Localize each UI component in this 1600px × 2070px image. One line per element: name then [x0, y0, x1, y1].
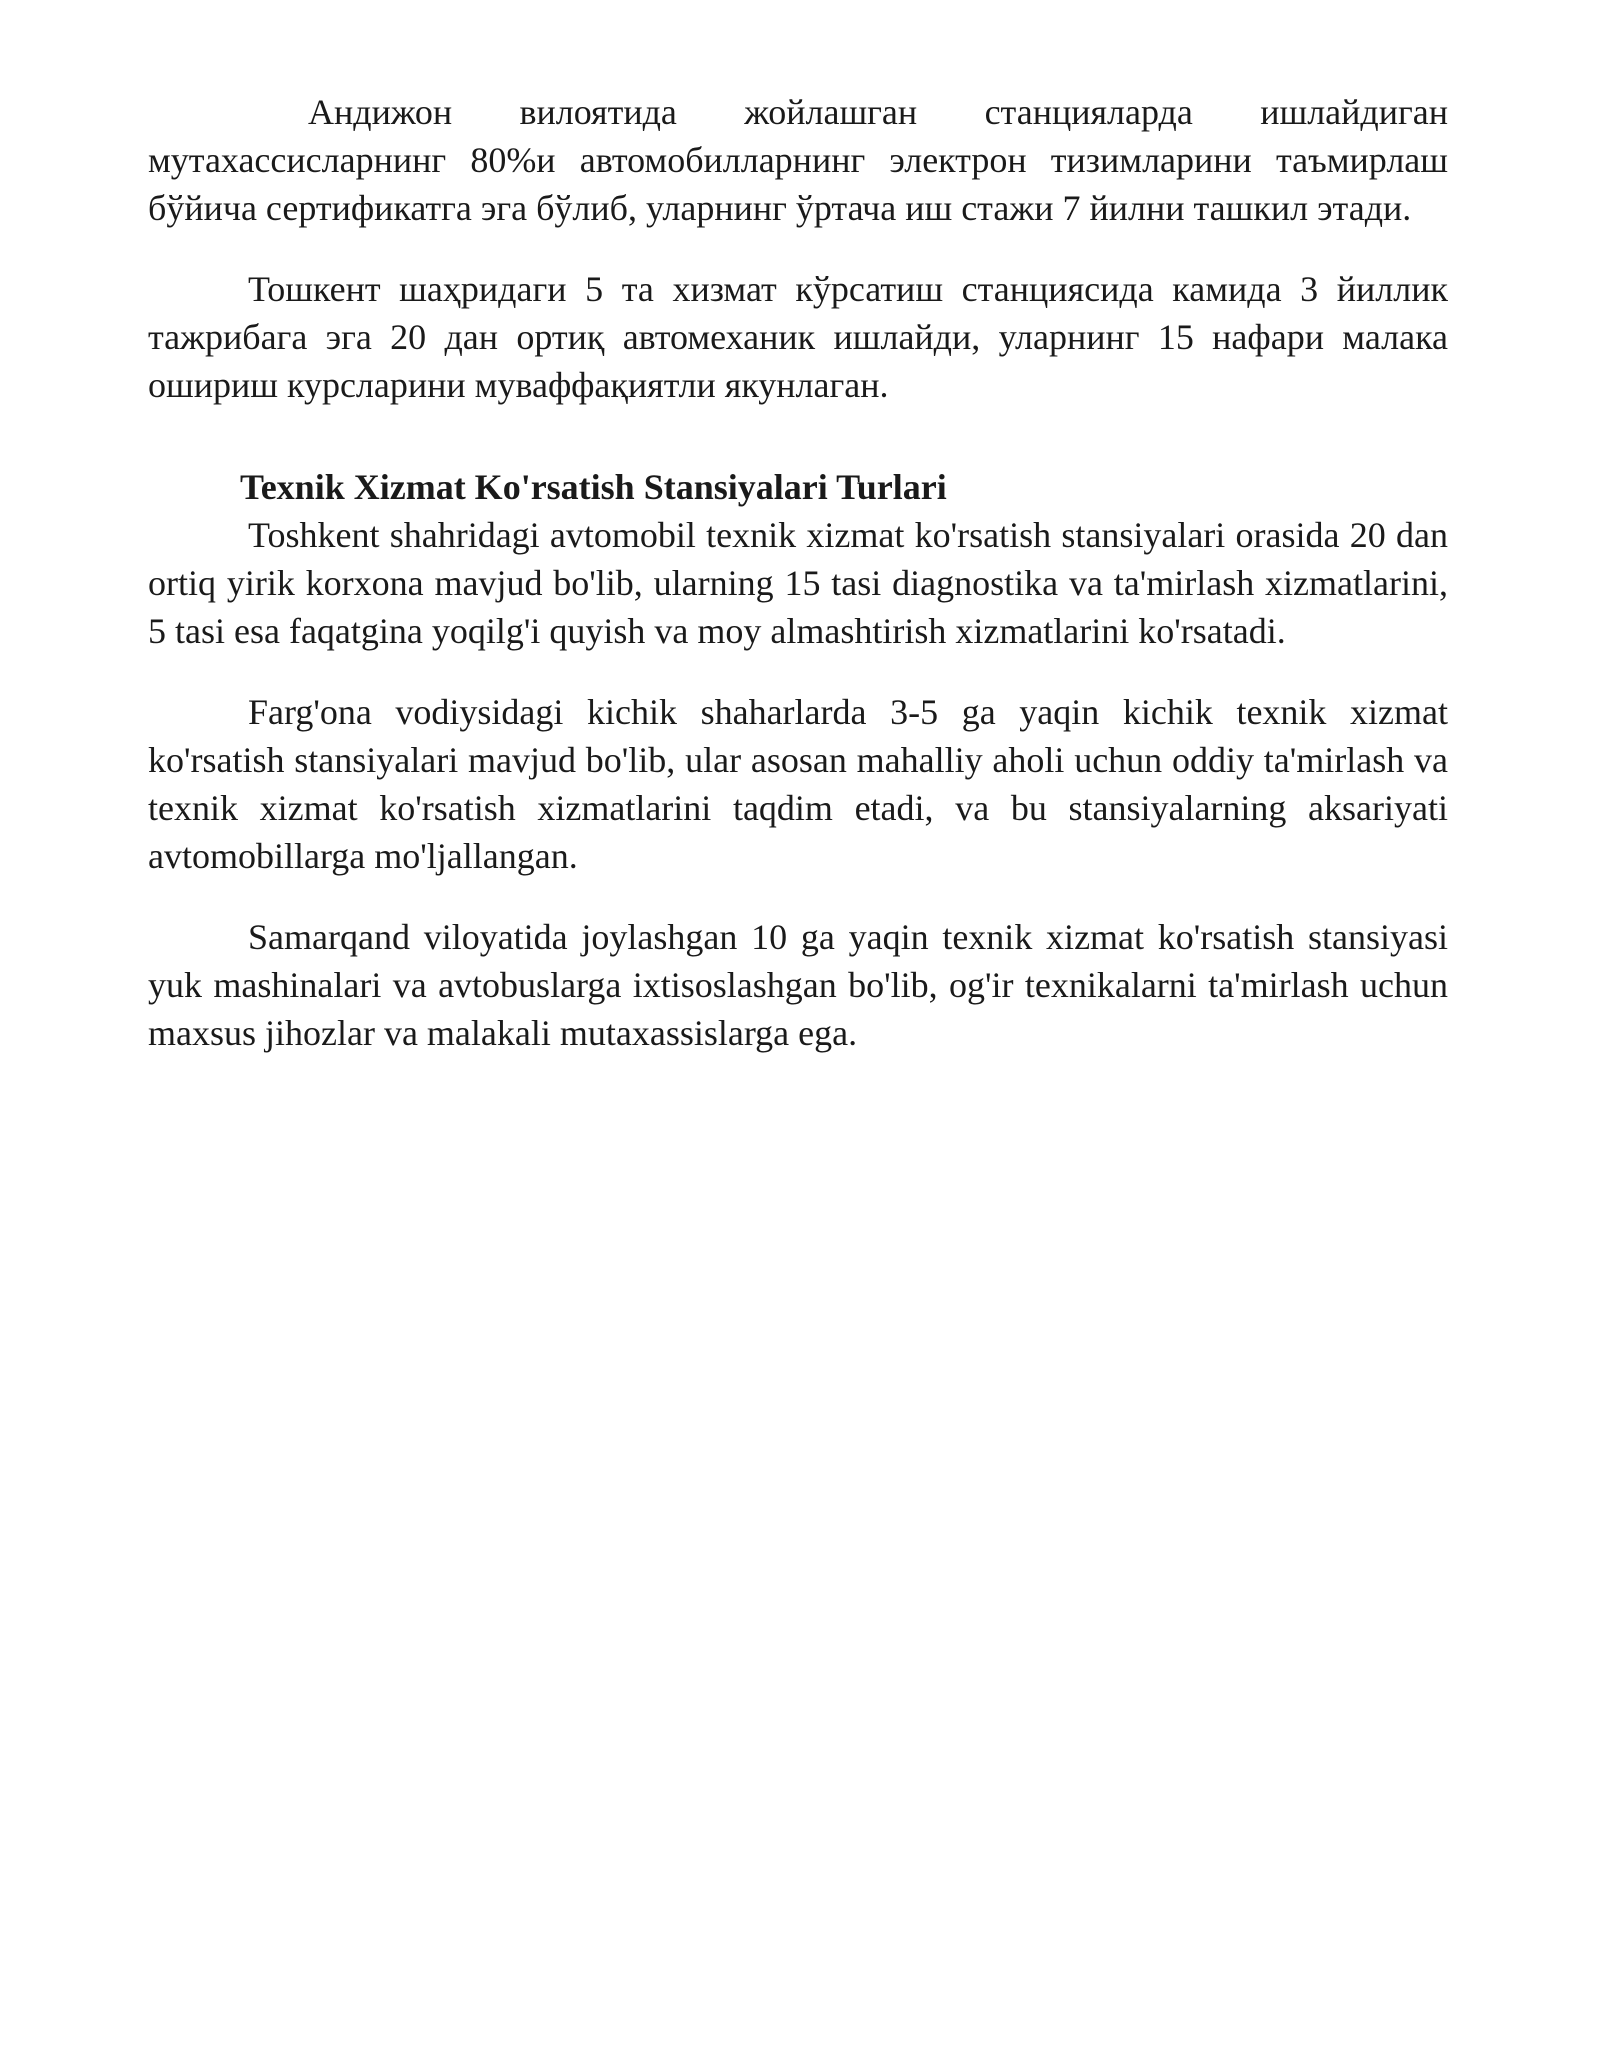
section-heading: Texnik Xizmat Ko'rsatish Stansiyalari Turlari — [240, 467, 947, 507]
document-body — [148, 88, 1448, 1057]
paragraph-toshkent: Toshkent shahridagi avtomobil texnik xizmat ko'rsatish stansiyalari orasida 20 dan ortiq yirik korxona mavjud bo'lib, ularning 15 tasi diagnostika va ta'mirlash xizmatlarini, 5 tasi esa faqatgina yoqilg'i quyish va moy almashtirish xizmatlarini ko'rsatadi. — [148, 515, 1448, 651]
paragraph-andijan: Андижон вилоятида жойлашган станцияларда ишлайдиган мутахассисларнинг 80%и автомобилларнинг электрон тизимларини таъмирлаш бўйича сертификатга эга бўлиб, уларнинг ўртача иш стажи 7 йилни ташкил этади. — [148, 92, 1448, 228]
paragraph-fargona: Farg'ona vodiysidagi kichik shaharlarda 3-5 ga yaqin kichik texnik xizmat ko'rsatish stansiyalari mavjud bo'lib, ular asosan mahalliy aholi uchun oddiy ta'mirlash va texnik xizmat ko'rsatish xizmatlarini taqdim etadi, va bu stansiyalarning aksariyati avtomobillarga mo'ljallangan. — [148, 692, 1448, 876]
paragraph-samarqand: Samarqand viloyatida joylashgan 10 ga yaqin texnik xizmat ko'rsatish stansiyasi yuk mashinalari va avtobuslarga ixtisoslashgan bo'lib, og'ir texnikalarni ta'mirlash uchun maxsus jihozlar va malakali mutaxassislarga ega. — [148, 917, 1448, 1053]
paragraph-tashkent-cyrillic: Тошкент шаҳридаги 5 та хизмат кўрсатиш станциясида камида 3 йиллик тажрибага эга 20 дан ортиқ автомеханик ишлайди, уларнинг 15 нафари малака ошириш курсларини муваффақиятли якунлаган. — [148, 269, 1448, 405]
